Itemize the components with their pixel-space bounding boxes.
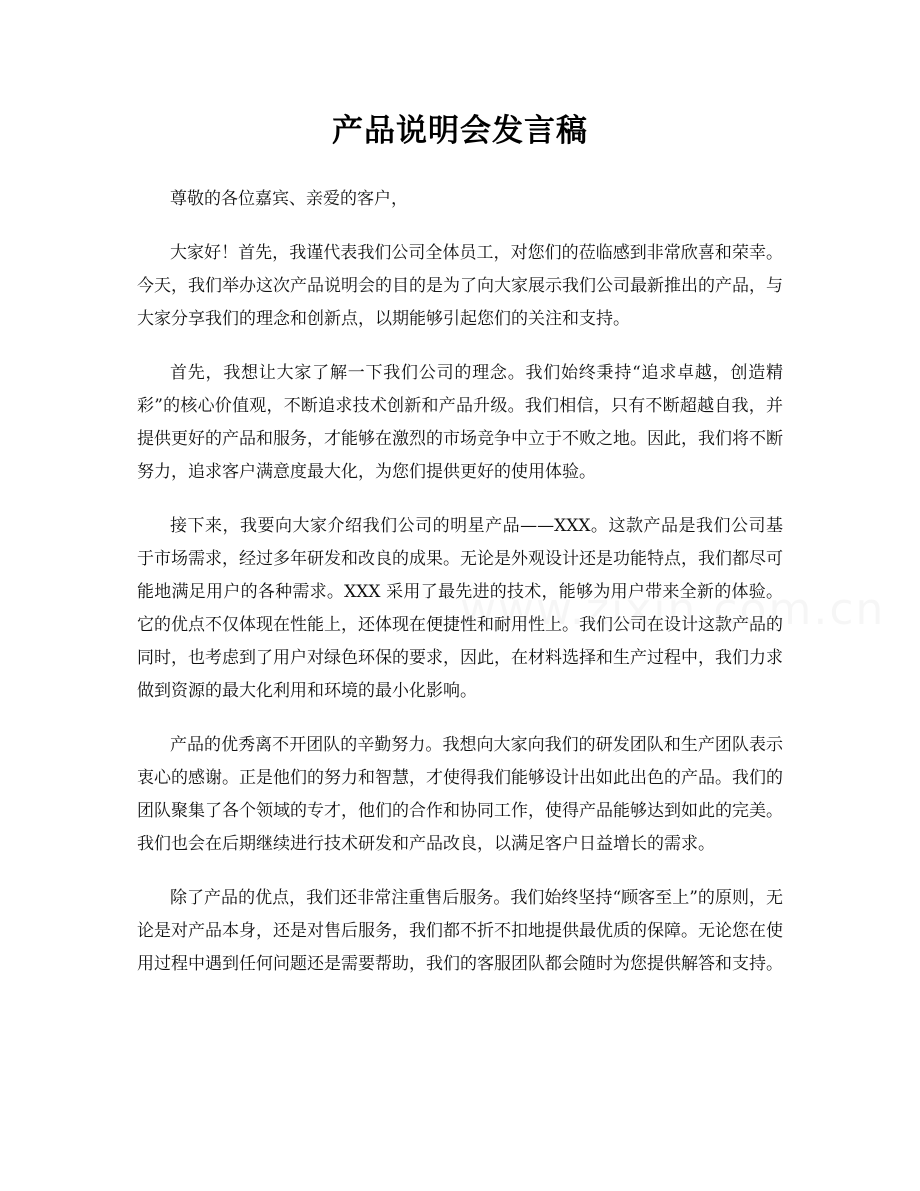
document-title: 产品说明会发言稿	[332, 113, 588, 149]
paragraph-service: 除了产品的优点，我们还非常注重售后服务。我们始终坚持“顾客至上”的原则，无论是对产品本身，还是对售后服务，我们都不折不扣地提供最优质的保障。无论您在使用过程中遇到任何问题还是需要帮助，我们的客服团队都会随时为您提供解答和支持。	[137, 888, 783, 974]
document-body	[137, 183, 783, 1002]
paragraph-team: 产品的优秀离不开团队的辛勤努力。我想向大家向我们的研发团队和生产团队表示衷心的感谢。正是他们的努力和智慧，才使得我们能够设计出如此出色的产品。我们的团队聚集了各个领域的专才，他们的合作和协同工作，使得产品能够达到如此的完美。我们也会在后期继续进行技术研发和产品改良，以满足客户日益增长的需求。	[137, 735, 783, 854]
paragraph-philosophy: 首先，我想让大家了解一下我们公司的理念。我们始终秉持“追求卓越，创造精彩”的核心价值观，不断追求技术创新和产品升级。我们相信，只有不断超越自我，并提供更好的产品和服务，才能够在激烈的市场竞争中立于不败之地。因此，我们将不断努力，追求客户满意度最大化，为您们提供更好的使用体验。	[137, 363, 783, 482]
paragraph-greeting: 大家好！首先，我谨代表我们公司全体员工，对您们的莅临感到非常欣喜和荣幸。今天，我们举办这次产品说明会的目的是为了向大家展示我们公司最新推出的产品，与大家分享我们的理念和创新点，以期能够引起您们的关注和支持。	[137, 243, 783, 329]
paragraph-product: 接下来，我要向大家介绍我们公司的明星产品——XXX。这款产品是我们公司基于市场需求，经过多年研发和改良的成果。无论是外观设计还是功能特点，我们都尽可能地满足用户的各种需求。XXX 采用了最先进的技术，能够为用户带来全新的体验。它的优点不仅体现在性能上，还体现在便捷性和耐用性上。我们公司在设计这款产品的同时，也考虑到了用户对绿色环保的要求，因此，在材料选择和生产过程中，我们力求做到资源的最大化利用和环境的最小化影响。	[137, 516, 783, 701]
paragraph-salutation: 尊敬的各位嘉宾、亲爱的客户，	[170, 189, 408, 209]
